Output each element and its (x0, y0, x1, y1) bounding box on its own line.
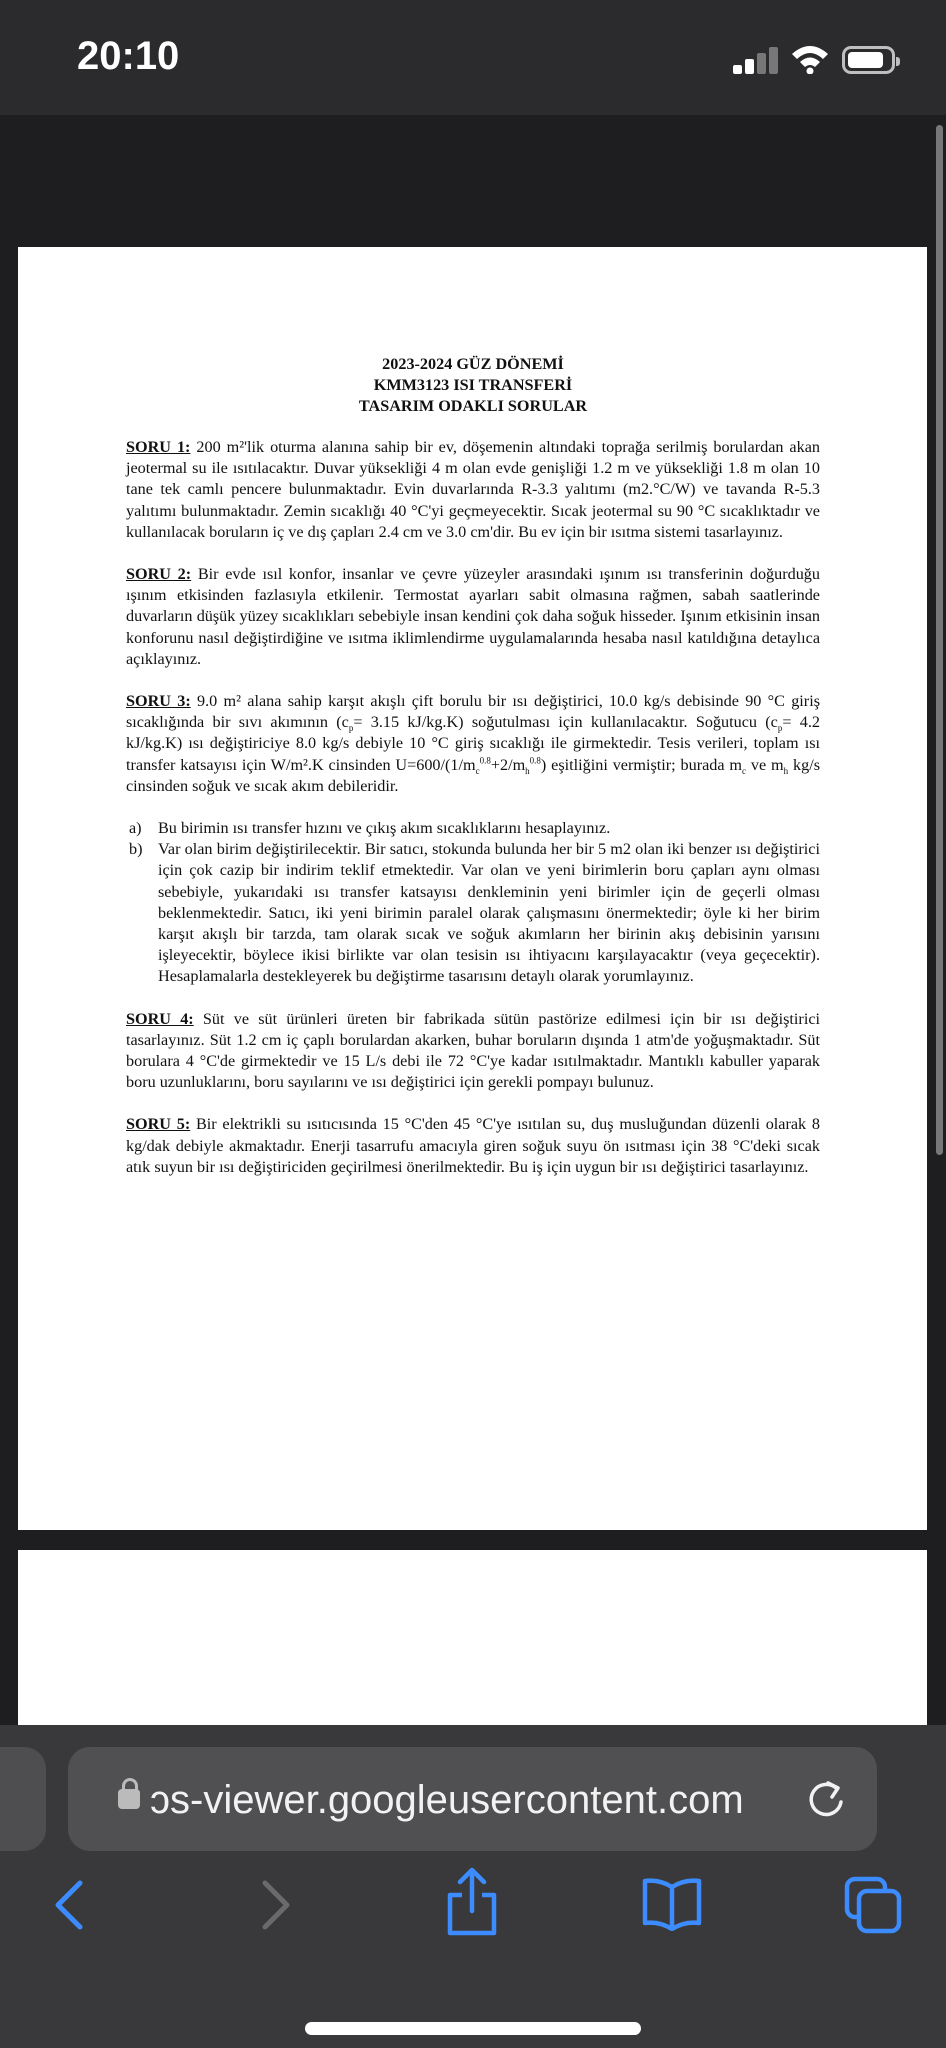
question-3-text-d: +2/m (490, 755, 526, 774)
question-3-text-c: = 4.2 kJ/kg.K) ısı değiştiriciye 8.0 kg/s debiyle 10 °C giriş sıcaklığı ile girmektedir. Tesis verileri, toplam ısı transfer katsayısı için W/m².K cinsinden U=600/(1/m (126, 713, 820, 774)
document-content (126, 354, 820, 1199)
status-bar (0, 0, 946, 115)
battery-icon (842, 46, 895, 74)
question-4-title: SORU 4: (126, 1009, 194, 1028)
item-text: Bu birimin ısı transfer hızını ve çıkış akım sıcaklıklarını hesaplayınız. (158, 819, 611, 838)
superscript-08: 0.8 (479, 755, 491, 766)
address-bar[interactable] (68, 1747, 877, 1851)
question-3-item-a (126, 818, 820, 839)
document-viewer[interactable] (0, 115, 946, 1725)
tabs-icon[interactable] (843, 1875, 903, 1935)
item-text: Var olan birim değiştirilecektir. Bir satıcı, stokunda bulunda her bir 5 m2 olan iki benzer ısı değiştirici için çok cazip bir indirim teklif etmektedir. Var olan ve yeni birimlerin boru çapları aynı olması sebebiyle, yukarıdaki ısı transfer katsayısı denkleminin yeni birimler için de geçerli olması beklenmektedir. Satıcı, iki yeni birimin paralel olarak çalışmasını önermektedir; öyle ki her birim karşıt akışlı bir tarzda, tam olarak sıcak ve soğuk akımların her birinin akış debisinin yarısını işleyecektir, böylece ikisi birlikte var olan tesisin ısı ihtiyacını karşılayacaktır (veya geçecektir). Hesaplamalarla destekleyerek bu değiştirme tasarısını detaylı olarak yorumlayınız. (158, 840, 820, 986)
browser-bottom-bar (0, 1725, 946, 2048)
subscript-c-2: c (742, 765, 747, 776)
forward-icon[interactable] (255, 1875, 295, 1935)
question-2-title: SORU 2: (126, 565, 192, 584)
status-time: 20:10 (77, 34, 180, 78)
question-4-text: Süt ve süt ürünleri üreten bir fabrikada sütün pastörize edilmesi için bir ısı değiştirici tasarlayınız. Süt 1.2 cm iç çaplı borulardan akarken, buhar boruların dışında 1 atm'de yoğuşmaktadır. Süt borulara 4 °C'de girmektedir ve 15 L/s debi ile 72 °C'ye kadar ısıtılmaktadır. Mantıklı kabuller yaparak boru uzunluklarını, boru sayılarını ve ısı değiştirici için gerekli pompayı bulunuz. (126, 1009, 821, 1092)
document-page-2 (18, 1550, 927, 1725)
question-5-title: SORU 5: (126, 1115, 191, 1134)
previous-tab-preview[interactable] (0, 1747, 46, 1851)
header-subtitle: TASARIM ODAKLI SORULAR (358, 397, 588, 415)
signal-icon (733, 48, 777, 74)
browser-toolbar (0, 1875, 946, 1975)
question-3-items (126, 818, 820, 988)
header-course: KMM3123 ISI TRANSFERİ (373, 376, 573, 394)
wifi-icon (790, 44, 830, 74)
superscript-08-2: 0.8 (529, 755, 541, 766)
share-icon[interactable] (444, 1865, 500, 1937)
document-page (18, 247, 927, 1530)
question-4 (126, 1009, 820, 1094)
subscript-p: p (348, 723, 354, 734)
item-label: b) (129, 840, 143, 859)
question-3-text-g: kg/s cinsinden soğuk ve sıcak akım debileridir. (126, 755, 821, 795)
home-indicator[interactable] (305, 2022, 641, 2035)
question-3-text-b: = 3.15 kJ/kg.K) soğutulması için kullanılacaktır. Soğutucu (c (353, 713, 778, 732)
question-2-text: Bir evde ısıl konfor, insanlar ve çevre yüzeyler arasındaki ışınım ısı transferinin doğurduğu ışınım etkisinden fazlasıyla etkilenir. Termostat ayarları sabit olmasına rağmen, sabah saatlerinde duvarların düşük yüzey sıcaklıkları sebebiyle insan kendini çok daha soğuk hisseder. Işınım etkisinin insan konforunu nasıl değiştirdiğine ve ısıtma iklimlendirme uygulamalarında hesaba nasıl katıldığına detaylıca açıklayınız. (126, 565, 820, 668)
question-3 (126, 691, 820, 797)
reload-icon[interactable] (806, 1777, 848, 1821)
question-3-text-e: ) eşitliğini vermiştir; burada m (540, 755, 743, 774)
item-label: a) (129, 819, 142, 838)
question-3-text-f: ve m (750, 755, 784, 774)
question-1-text: 200 m²'lik oturma alanına sahip bir ev, döşemenin altındaki toprağa serilmiş borulardan akan jeotermal su ile ısıtılacaktır. Duvar yüksekliği 4 m olan evde genişliği 1.2 m ve yüksekliği 1.8 m olan 10 tane tek camlı pencere bulunmaktadır. Evin duvarlarında R-3.3 yalıtımı (m2.°C/W) ve tavanda R-5.3 yalıtımı bulunmaktadır. Zemin sıcaklığı 40 °C'yi geçmeyecektir. Sıcak jeotermal su 90 °C sıcaklıktadır ve kullanılacak boruların iç ve dış çapları 2.4 cm ve 3.0 cm'dir. Bu ev için bir ısıtma sistemi tasarlayınız. (126, 438, 820, 541)
url-text[interactable]: ɔs-viewer.googleusercontent.com (150, 1778, 744, 1822)
question-1 (126, 437, 820, 543)
question-5 (126, 1114, 820, 1178)
document-header (126, 354, 820, 417)
subscript-c: c (475, 765, 480, 776)
subscript-h: h (525, 765, 530, 776)
question-3-item-b (126, 839, 820, 987)
header-semester: 2023-2024 GÜZ DÖNEMİ (382, 355, 564, 373)
question-3-text-a: 9.0 m² alana sahip karşıt akışlı çift borulu bir ısı değiştirici, 10.0 kg/s debisinde 90 °C giriş sıcaklığında bir sıvı akımının (c (126, 692, 820, 732)
subscript-p-2: p (777, 723, 783, 734)
question-2 (126, 564, 820, 670)
question-5-text: Bir elektrikli su ısıtıcısında 15 °C'den 45 °C'ye ısıtılan su, duş musluğundan düzenli olarak 8 kg/dak debiyle akmaktadır. Enerji tasarrufu amacıyla giren soğuk suyu ön ısıtması için 38 °C'deki sıcak atık suyun bir ısı değiştiriciden geçirilmesi önerilmektedir. Bu iş için uygun bir ısı değiştirici tasarlayınız. (126, 1115, 820, 1176)
bookmarks-icon[interactable] (641, 1875, 703, 1931)
lock-icon (118, 1789, 140, 1809)
question-1-title: SORU 1: (126, 438, 191, 456)
subscript-h-2: h (783, 765, 789, 776)
back-icon[interactable] (50, 1875, 90, 1935)
question-3-title: SORU 3: (126, 692, 191, 711)
viewer-scrollbar[interactable] (936, 125, 943, 1155)
